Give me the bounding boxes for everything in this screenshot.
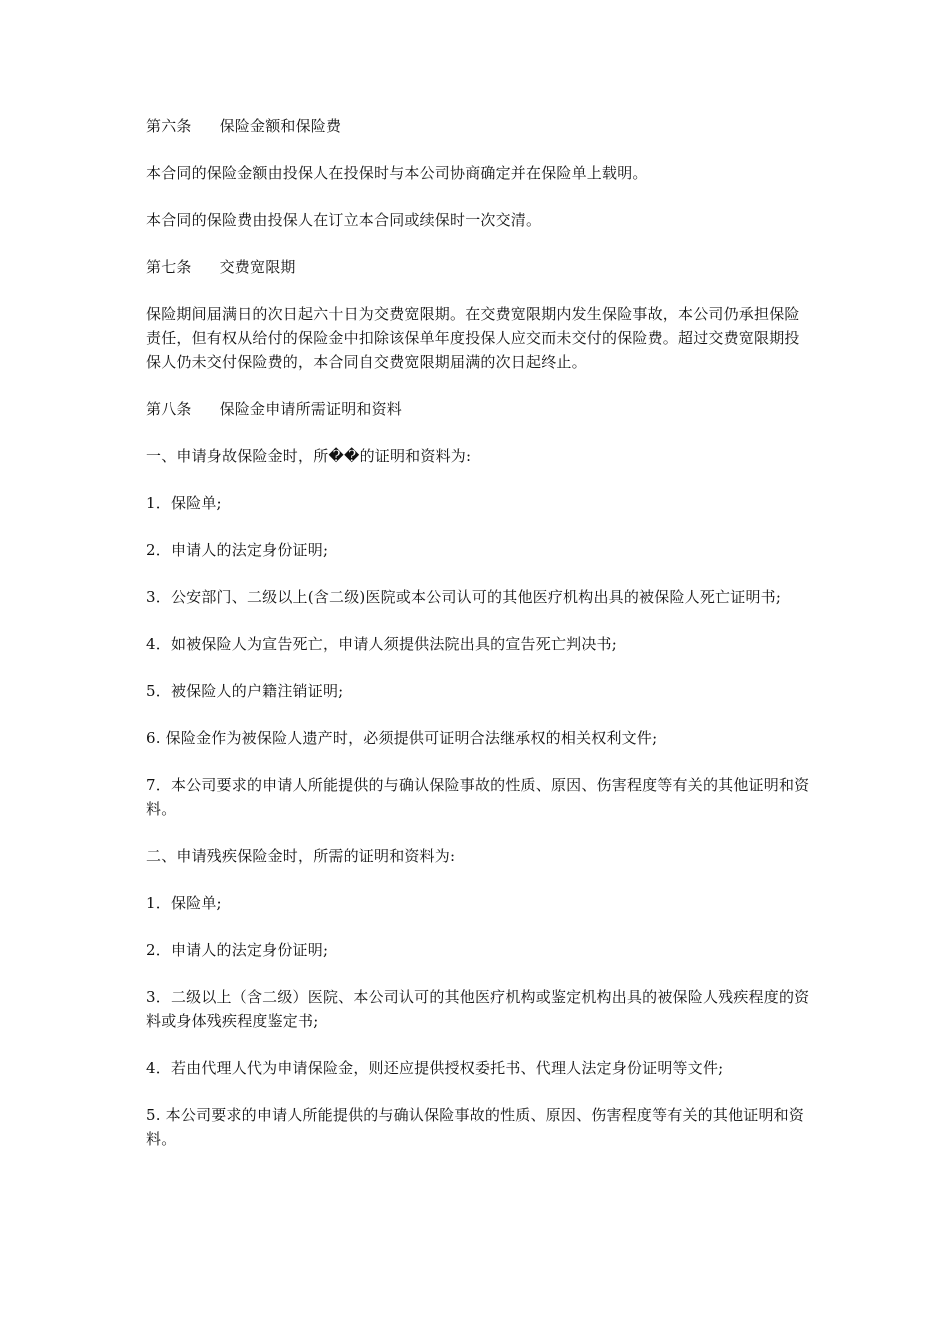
section-1-item: 4．如被保险人为宣告死亡，申请人须提供法院出具的宣告死亡判决书; — [146, 635, 618, 653]
section-1-title: 一、申请身故保险金时，所��的证明和资料为: — [146, 447, 472, 465]
article-7-heading — [146, 255, 810, 279]
section-1-item: 7．本公司要求的申请人所能提供的与确认保险事故的性质、原因、伤害程度等有关的其他证明和资料。 — [146, 776, 810, 818]
article-7-paragraph-1: 保险期间届满日的次日起六十日为交费宽限期。在交费宽限期内发生保险事故，本公司仍承担保险责任，但有权从给付的保险金中扣除该保单年度投保人应交而未交付的保险费。超过交费宽限期投保人仍未交付保险费的，本合同自交费宽限期届满的次日起终止。 — [146, 305, 800, 371]
section-2-item: 2．申请人的法定身份证明; — [146, 941, 329, 959]
section-2-item: 4．若由代理人代为申请保险金，则还应提供授权委托书、代理人法定身份证明等文件; — [146, 1059, 724, 1077]
article-6-number: 第六条 — [146, 117, 192, 135]
article-7-number: 第七条 — [146, 258, 192, 276]
article-8-title: 保险金申请所需证明和资料 — [219, 400, 403, 418]
article-6-heading — [146, 114, 810, 138]
section-2-title: 二、申请残疾保险金时，所需的证明和资料为: — [146, 847, 456, 865]
section-2-item: 5. 本公司要求的申请人所能提供的与确认保险事故的性质、原因、伤害程度等有关的其他证明和资料。 — [146, 1106, 805, 1148]
section-2-item: 3．二级以上（含二级）医院、本公司认可的其他医疗机构或鉴定机构出具的被保险人残疾程度的资料或身体残疾程度鉴定书; — [146, 988, 810, 1030]
section-1-item: 3．公安部门、二级以上(含二级)医院或本公司认可的其他医疗机构出具的被保险人死亡证明书; — [146, 588, 782, 606]
article-8-number: 第八条 — [146, 400, 192, 418]
section-1-item: 2．申请人的法定身份证明; — [146, 541, 329, 559]
section-2-item: 1．保险单; — [146, 894, 222, 912]
article-8-heading — [146, 397, 810, 421]
section-1-item: 6. 保险金作为被保险人遗产时，必须提供可证明合法继承权的相关权利文件; — [146, 729, 658, 747]
document-page — [146, 114, 810, 1174]
article-6-paragraph-1: 本合同的保险金额由投保人在投保时与本公司协商确定并在保险单上载明。 — [146, 164, 648, 182]
section-1-item: 1．保险单; — [146, 494, 222, 512]
article-6-title: 保险金额和保险费 — [219, 117, 342, 135]
section-1-item: 5．被保险人的户籍注销证明; — [146, 682, 344, 700]
article-7-title: 交费宽限期 — [219, 258, 296, 276]
article-6-paragraph-2: 本合同的保险费由投保人在订立本合同或续保时一次交清。 — [146, 211, 542, 229]
